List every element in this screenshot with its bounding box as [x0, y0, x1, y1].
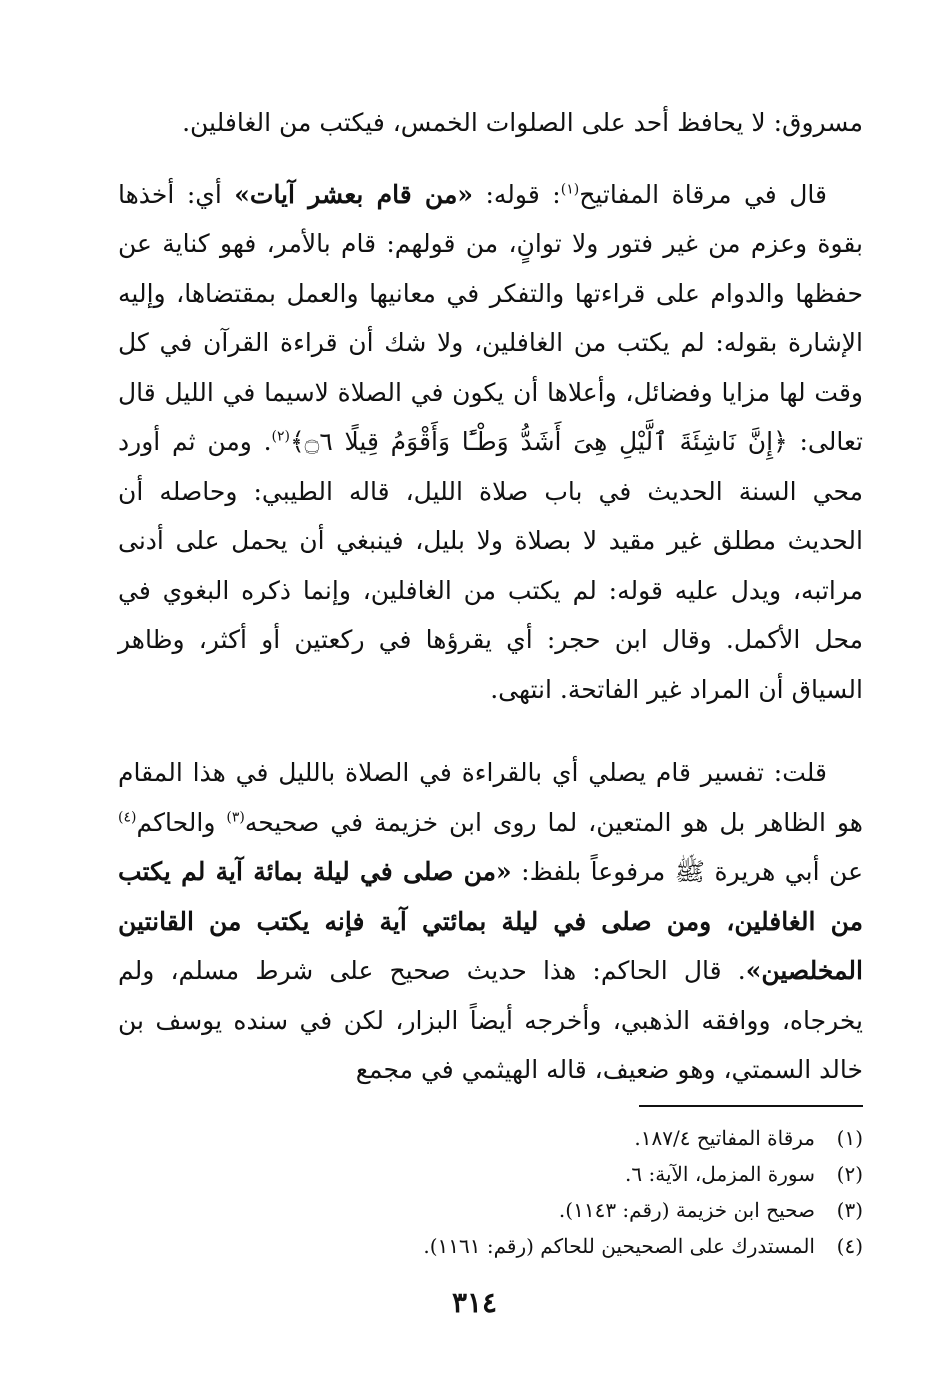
footnote-text: مرقاة المفاتيح ١٨٧/٤. — [634, 1126, 815, 1150]
paragraph-text: . ومن ثم أورد محي السنة الحديث في باب صلاة الليل، قاله الطيبي: وحاصله أن الحديث مطلق غير مقيد لا بصلاة ولا بليل، فينبغي أن يحمل على أدنى مراتبه، ويدل عليه قوله: لم يكتب من الغافلين، وإنما ذكره البغوي في محل الأكمل. وقال ابن حجر: أي يقرؤها في ركعتين أو أكثر، وظاهر السياق أن المراد غير الفاتحة. انتهى. — [118, 427, 863, 704]
footnote-ref-1[interactable]: (١) — [560, 181, 580, 198]
footnote-divider — [639, 1105, 863, 1107]
footnote-2 — [118, 1156, 863, 1192]
footnote-number: (٣) — [836, 1198, 863, 1222]
footnote-ref-2[interactable]: (٢) — [271, 428, 291, 445]
footnotes — [118, 1120, 863, 1264]
footnote-text: سورة المزمل، الآية: ٦. — [625, 1162, 815, 1186]
footnote-number: (١) — [836, 1126, 863, 1150]
paragraph-text: مسروق: لا يحافظ أحد على الصلوات الخمس، فيكتب من الغافلين. — [182, 108, 863, 137]
footnote-number: (٢) — [836, 1162, 863, 1186]
paragraph-text: عن أبي هريرة ﷺ مرفوعاً بلفظ: — [511, 857, 863, 886]
footnote-text: صحيح ابن خزيمة (رقم: ١١٤٣). — [558, 1198, 815, 1222]
paragraph-text: : قوله: — [472, 179, 561, 209]
paragraph-text: قلت: تفسير قام يصلي أي بالقراءة في الصلاة بالليل في هذا المقام هو الظاهر بل هو المتعين، لما روى ابن خزيمة في صحيحه — [118, 758, 863, 837]
footnote-1 — [118, 1120, 863, 1156]
footnote-number: (٤) — [836, 1234, 863, 1258]
paragraph-text: والحاكم — [136, 807, 227, 837]
hadith-quote: «من صلى في ليلة بمائة آية لم يكتب من الغافلين، ومن صلى في ليلة بمائتي آية فإنه يكتب من القانتين المخلصين» — [118, 857, 863, 985]
hadith-quote: «من قام بعشر آيات» — [234, 179, 473, 209]
paragraph-text: . قال الحاكم: هذا حديث صحيح على شرط مسلم، ولم يخرجاه، ووافقه الذهبي، وأخرجه أيضاً البزار، لكن في سنده يوسف بن خالد السمتي، وهو ضعيف، قاله الهيثمي في مجمع — [118, 956, 863, 1084]
paragraph-text: قال في مرقاة المفاتيح — [579, 179, 827, 209]
footnote-4 — [118, 1228, 863, 1264]
page-number: ٣١٤ — [451, 1286, 498, 1319]
paragraph-mirqat — [118, 170, 863, 715]
paragraph-continuation — [118, 98, 863, 148]
footnote-ref-4[interactable]: (٤) — [118, 809, 137, 826]
paragraph-text: أي: أخذها بقوة وعزم من غير فتور ولا توانٍ، من قولهم: قام بالأمر، فهو كناية عن حفظها والدوام على قراءتها والتفكر في معانيها والعمل بمقتضاها، وإليه الإشارة بقوله: لم يكتب من الغافلين، ولا شك أن قراءة القرآن في كل وقت لها مزايا وفضائل، وأعلاها أن يكون في الصلاة لاسيما في الليل قال تعالى: ﴿إِنَّ نَاشِئَةَ ٱلَّيْلِ هِىَ أَشَدُّ وَطْـًٔا وَأَقْوَمُ قِيلًا ۝٦﴾ — [118, 179, 863, 456]
footnote-ref-3[interactable]: (٣) — [226, 809, 245, 826]
footnote-3 — [118, 1192, 863, 1228]
footnote-text: المستدرك على الصحيحين للحاكم (رقم: ١١٦١). — [423, 1234, 815, 1258]
paragraph-qultu — [118, 748, 863, 1095]
